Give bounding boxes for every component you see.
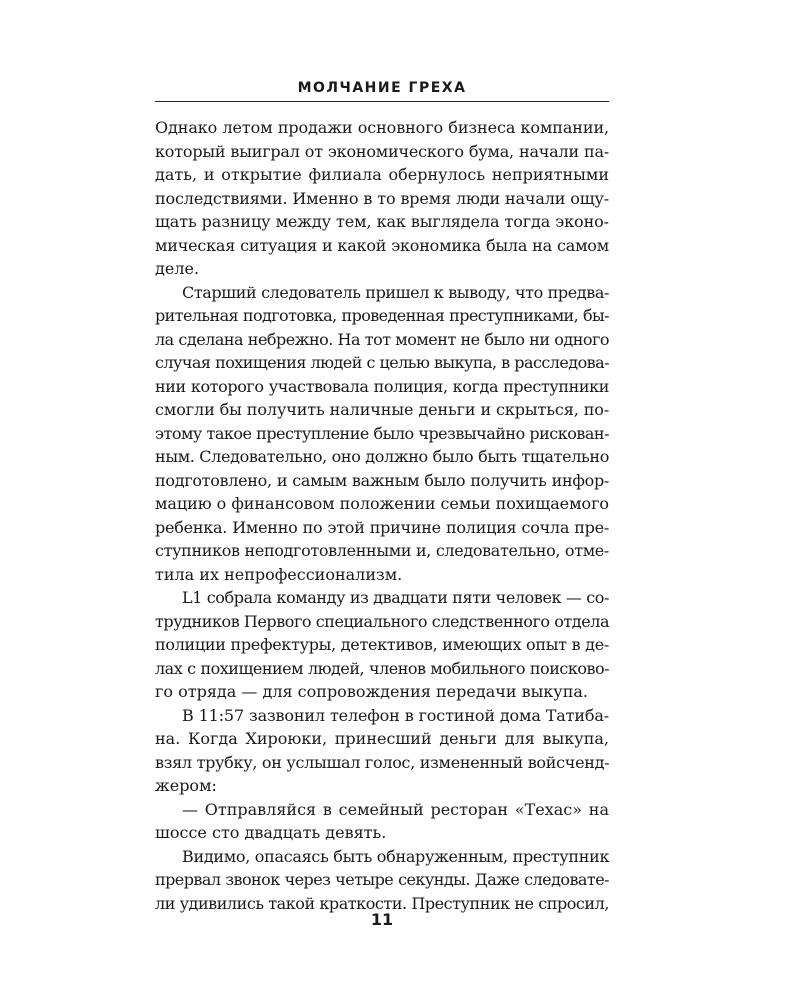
text-line: лах с похищением людей, членов мобильного поисково- xyxy=(155,658,609,678)
text-line: ла сделана небрежно. На тот момент не было ни одного xyxy=(155,329,609,349)
text-line: на. Когда Хироюки, принесший деньги для выкупа, xyxy=(155,729,609,748)
text-line: случая похищения людей с целью выкупа, в расследова- xyxy=(155,353,609,372)
text-line: который выиграл от экономического бума, начали па- xyxy=(155,141,609,161)
text-line: мацию о финансовом положении семьи похищаемого xyxy=(155,494,609,513)
text-line: последствиями. Именно в то время люди начали ощу- xyxy=(155,188,609,208)
text-line: прервал звонок через четыре секунды. Даже следовате- xyxy=(155,870,609,889)
text-line: дать, и открытие филиала обернулось неприятными xyxy=(155,165,609,184)
running-head: МОЛЧАНИЕ ГРЕХА xyxy=(297,80,467,96)
text-line: рительная подготовка, проведенная преступниками, бы- xyxy=(155,306,609,325)
text-line: нии которого участвовала полиция, когда преступники xyxy=(155,376,609,396)
text-line: щать разницу между тем, как выглядела тогда эконо- xyxy=(155,212,609,231)
text-line: ным. Следовательно, оно должно было быть тщательно xyxy=(155,447,609,466)
text-line: Однако летом продажи основного бизнеса компании, xyxy=(155,118,609,137)
header-divider xyxy=(155,101,609,102)
text-line: мическая ситуация и какой экономика была на самом xyxy=(155,235,609,255)
text-line: Видимо, опасаясь быть обнаруженным, преступник xyxy=(182,846,610,866)
text-line: этому такое преступление было чрезвычайно рискован- xyxy=(155,423,609,443)
text-line: трудников Первого специального следственного отдела xyxy=(155,611,610,631)
text-line: шоссе сто двадцать девять. xyxy=(155,823,387,842)
text-line: тила их непрофессионализм. xyxy=(155,564,403,584)
page-number: 11 xyxy=(370,910,394,929)
text-line: смогли бы получить наличные деньги и скрыться, по- xyxy=(155,400,610,419)
text-line: полиции префектуры, детективов, имеющих опыт в де- xyxy=(155,635,609,654)
text-line: ли удивились такой краткости. Преступник не спросил, xyxy=(155,893,609,913)
text-line: жером: xyxy=(155,776,217,795)
text-line: деле. xyxy=(155,259,200,278)
text-line: L1 собрала команду из двадцати пяти человек — со- xyxy=(182,588,609,607)
text-line: В 11:57 зазвонил телефон в гостиной дома Татиба- xyxy=(182,705,609,725)
body-text xyxy=(155,116,609,915)
text-line: ступников неподготовленными и, следовательно, отме- xyxy=(155,541,609,560)
text-line: го отряда — для сопровождения передачи выкупа. xyxy=(155,682,589,701)
text-line: ребенка. Именно по этой причине полиция сочла пре- xyxy=(155,517,609,537)
text-line: — Отправляйся в семейный ресторан «Техас» на xyxy=(182,799,609,819)
text-line: Старший следователь пришел к выводу, что предва- xyxy=(182,282,609,302)
text-line: подготовлено, и самым важным было получить инфор- xyxy=(155,470,609,490)
text-line: взял трубку, он услышал голос, измененный войсченд- xyxy=(155,752,610,772)
